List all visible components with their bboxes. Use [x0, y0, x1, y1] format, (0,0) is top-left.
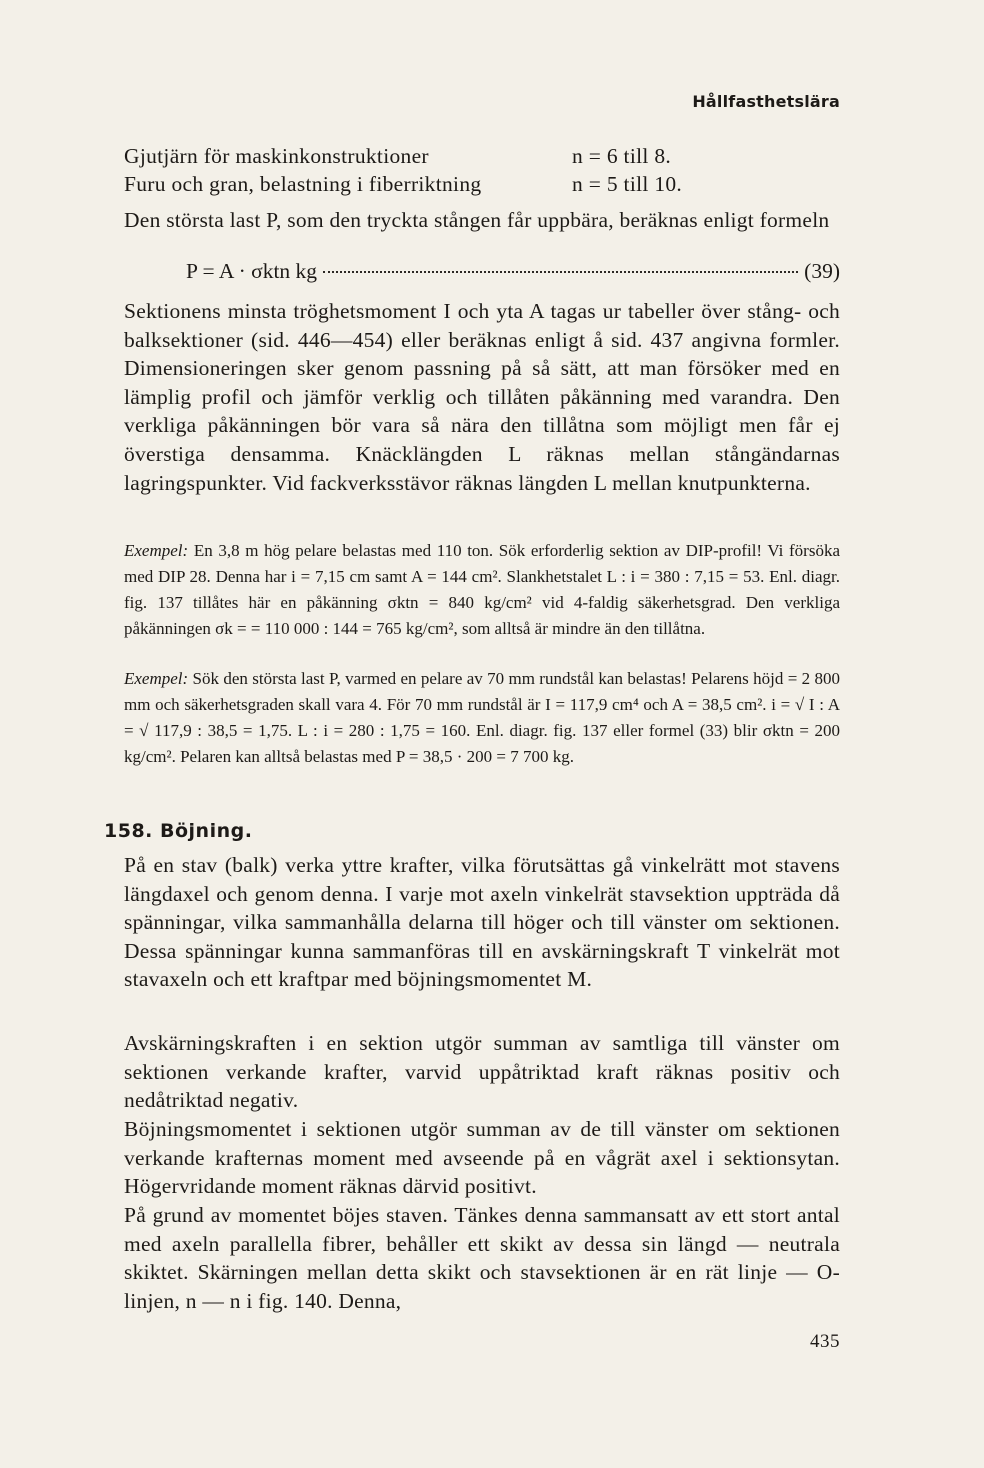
- body-paragraph: På en stav (balk) verka yttre krafter, vilka förutsättas gå vinkelrätt mot stavens längdaxel och genom denna. I varje mot axeln vinkelrät stavsektion uppträda då spänningar, vilka sammanhålla delarna till höger och till vänster om sektionen. Dessa spänningar kunna sammanföras till en avskärningskraft T vinkelrät mot stavaxeln och ett kraftpar med böjningsmomentet M.: [124, 853, 840, 992]
- safety-factor-row: [124, 144, 672, 169]
- running-head: Hållfasthetslära: [692, 92, 840, 111]
- safety-factor-label: Furu och gran, belastning i fiberriktning: [124, 172, 482, 196]
- safety-factor-value: n = 6 till 8.: [572, 144, 672, 168]
- example-text: Sök den största last P, varmed en pelare av 70 mm rundstål kan belastas! Pelarens höjd = 2 800 mm och säkerhetsgraden skall vara 4. För 70 mm rundstål är I = 117,9 cm⁴ och A = 38,5 cm². i = √ I : A = √ 117,9 : 38,5 = 1,75. L : i = 280 : 1,75 = 160. Enl. diagr. fig. 137 eller formel (33) blir σktn = 200 kg/cm². Pelaren kan alltså belastas med P = 38,5 · 200 = 7 700 kg.: [124, 669, 840, 766]
- formula-39: [186, 259, 840, 284]
- formula-number: (39): [804, 259, 840, 283]
- body-paragraph: Böjningsmomentet i sektionen utgör summan av de till vänster om sektionen verkande krafternas moment med avseende på en vågrät axel i sektionsytan. Högervridande moment räknas därvid positivt.: [124, 1117, 840, 1199]
- safety-factor-label: Gjutjärn för maskinkonstruktioner: [124, 144, 429, 168]
- body-paragraph: Sektionens minsta tröghetsmoment I och yta A tagas ur tabeller över stång- och balksektioner (sid. 446—454) eller beräknas enligt å sid. 437 angivna formler. Dimensioneringen sker genom passning på så sätt, att man försöker med en lämplig profil och jämför verklig och tillåten påkänning med varandra. Den verkliga påkänningen bör vara så nära den tillåtna som möjligt men får ej överstiga densamma. Knäcklängden L räknas mellan stångändarnas lagringspunkter. Vid fackverksstävor räknas längden L mellan knutpunkterna.: [124, 299, 840, 495]
- safety-factor-value: n = 5 till 10.: [572, 172, 683, 196]
- page-number: 435: [810, 1331, 840, 1352]
- dot-leader: [323, 271, 798, 273]
- example-label: Exempel:: [124, 541, 189, 560]
- example-block: [124, 538, 840, 642]
- intro-paragraph: Den största last P, som den tryckta stången får uppbära, beräknas enligt formeln: [124, 208, 830, 232]
- example-block: [124, 666, 840, 770]
- body-paragraph: På grund av momentet böjes staven. Tänkes denna sammansatt av ett stort antal med axeln parallella fibrer, behåller ett skikt av dessa sin längd — neutrala skiktet. Skärningen mellan detta skikt och stavsektionen är en rät linje — O-linjen, n — n i fig. 140. Denna,: [124, 1203, 840, 1313]
- example-text: En 3,8 m hög pelare belastas med 110 ton. Sök erforderlig sektion av DIP-profil! Vi försöka med DIP 28. Denna har i = 7,15 cm samt A = 144 cm². Slankhetstalet L : i = 380 : 7,15 = 53. Enl. diagr. fig. 137 tillåtes här en påkänning σktn = 840 kg/cm² vid 4-faldig säkerhetsgrad. Den verkliga påkänningen σk = = 110 000 : 144 = 765 kg/cm², som alltså är mindre än den tillåtna.: [124, 541, 841, 638]
- example-label: Exempel:: [124, 669, 189, 688]
- formula-expression: P = A · σktn kg: [186, 259, 318, 283]
- safety-factor-row: [124, 172, 683, 197]
- body-paragraph: Avskärningskraften i en sektion utgör summan av samtliga till vänster om sektionen verkande krafter, varvid uppåtriktad kraft räknas positiv och nedåtriktad negativ.: [124, 1031, 840, 1113]
- section-heading: 158. Böjning.: [104, 820, 253, 842]
